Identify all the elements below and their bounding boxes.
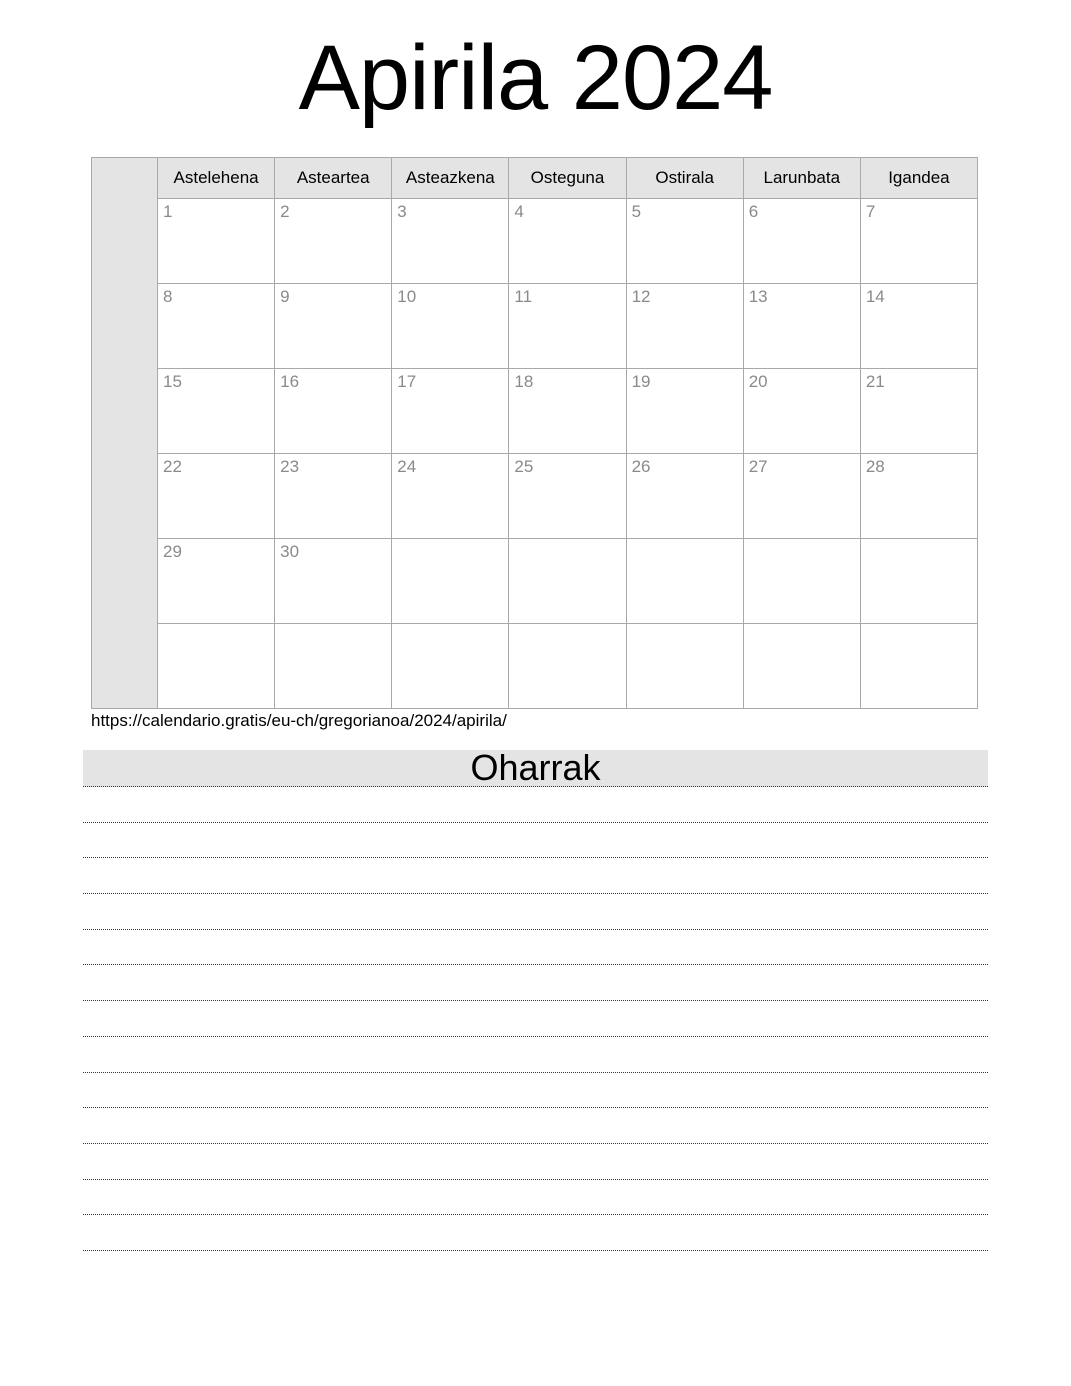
weekday-header: Ostirala xyxy=(626,158,743,199)
day-cell: 16 xyxy=(275,369,392,454)
week-number-column xyxy=(92,158,158,709)
week-row xyxy=(92,369,978,454)
day-cell: 1 xyxy=(158,199,275,284)
day-cell: 4 xyxy=(509,199,626,284)
empty-day-cell xyxy=(626,539,743,624)
empty-day-cell xyxy=(392,624,509,709)
day-cell: 12 xyxy=(626,284,743,369)
empty-day-cell xyxy=(509,624,626,709)
note-line xyxy=(83,1001,988,1037)
weekday-header: Asteartea xyxy=(275,158,392,199)
page-title: Apirila 2024 xyxy=(298,27,773,129)
note-line xyxy=(83,1144,988,1180)
day-cell: 18 xyxy=(509,369,626,454)
day-cell: 26 xyxy=(626,454,743,539)
source-url: https://calendario.gratis/eu-ch/gregorianoa/2024/apirila/ xyxy=(91,711,507,730)
day-cell: 23 xyxy=(275,454,392,539)
note-line xyxy=(83,1215,988,1251)
empty-day-cell xyxy=(860,539,977,624)
empty-day-cell xyxy=(275,624,392,709)
note-line xyxy=(83,1180,988,1216)
note-line xyxy=(83,1073,988,1109)
day-cell: 10 xyxy=(392,284,509,369)
day-cell: 20 xyxy=(743,369,860,454)
day-cell: 3 xyxy=(392,199,509,284)
weekday-header: Astelehena xyxy=(158,158,275,199)
day-cell: 5 xyxy=(626,199,743,284)
calendar-table xyxy=(91,157,978,709)
week-row xyxy=(92,284,978,369)
notes-lines xyxy=(83,787,988,1251)
day-cell: 30 xyxy=(275,539,392,624)
day-cell: 8 xyxy=(158,284,275,369)
day-cell: 27 xyxy=(743,454,860,539)
day-cell: 22 xyxy=(158,454,275,539)
note-line xyxy=(83,965,988,1001)
day-cell: 14 xyxy=(860,284,977,369)
note-line xyxy=(83,858,988,894)
weekday-header: Igandea xyxy=(860,158,977,199)
week-row xyxy=(92,199,978,284)
day-cell: 17 xyxy=(392,369,509,454)
note-line xyxy=(83,930,988,966)
day-cell: 25 xyxy=(509,454,626,539)
empty-day-cell xyxy=(626,624,743,709)
day-cell: 11 xyxy=(509,284,626,369)
empty-day-cell xyxy=(860,624,977,709)
empty-day-cell xyxy=(509,539,626,624)
note-line xyxy=(83,823,988,859)
weekday-header: Asteazkena xyxy=(392,158,509,199)
notes-section xyxy=(83,747,988,1251)
weekday-header: Larunbata xyxy=(743,158,860,199)
day-cell: 28 xyxy=(860,454,977,539)
day-cell: 6 xyxy=(743,199,860,284)
day-cell: 9 xyxy=(275,284,392,369)
week-row xyxy=(92,539,978,624)
empty-day-cell xyxy=(392,539,509,624)
note-line xyxy=(83,894,988,930)
day-cell: 2 xyxy=(275,199,392,284)
note-line xyxy=(83,787,988,823)
day-cell: 13 xyxy=(743,284,860,369)
weekday-header-row xyxy=(92,158,978,199)
empty-day-cell xyxy=(158,624,275,709)
day-cell: 29 xyxy=(158,539,275,624)
week-row xyxy=(92,454,978,539)
day-cell: 19 xyxy=(626,369,743,454)
day-cell: 21 xyxy=(860,369,977,454)
day-cell: 15 xyxy=(158,369,275,454)
empty-day-cell xyxy=(743,624,860,709)
day-cell: 7 xyxy=(860,199,977,284)
week-row xyxy=(92,624,978,709)
empty-day-cell xyxy=(743,539,860,624)
day-cell: 24 xyxy=(392,454,509,539)
note-line xyxy=(83,1037,988,1073)
weekday-header: Osteguna xyxy=(509,158,626,199)
note-line xyxy=(83,1108,988,1144)
notes-title: Oharrak xyxy=(83,750,988,787)
